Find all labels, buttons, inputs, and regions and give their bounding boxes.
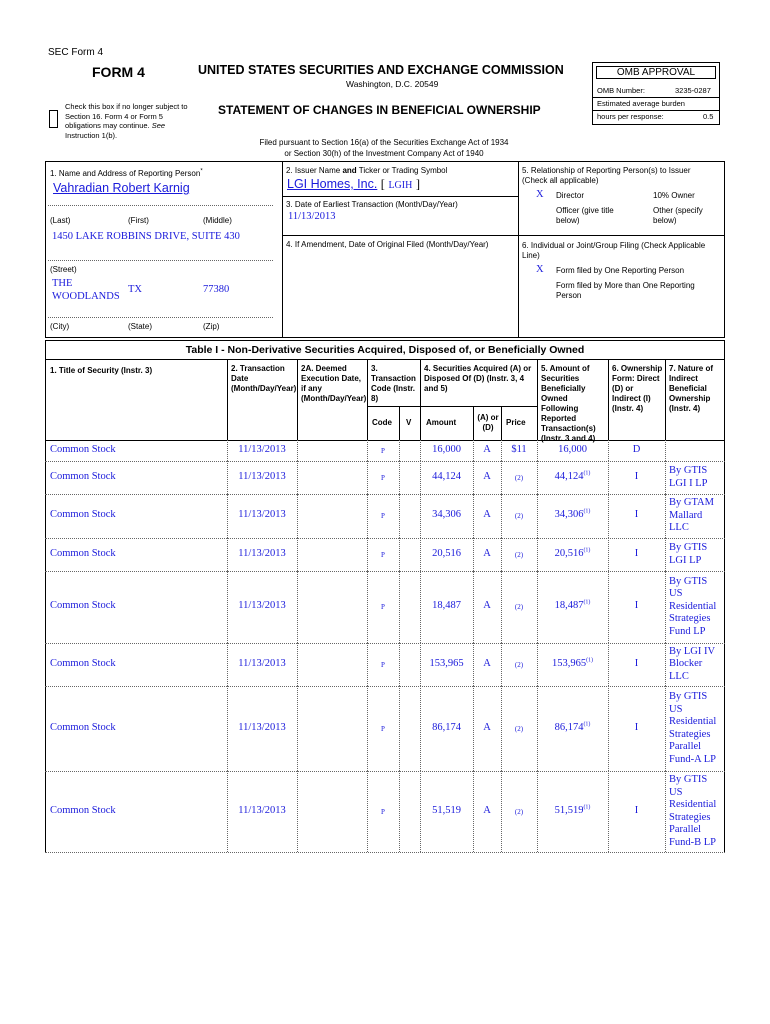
price-footnote: (2) [514,550,524,559]
state-label: (State) [128,322,153,331]
other-label: Other (specify below) [653,206,703,225]
transaction-date: 11/13/2013 [238,443,286,455]
column-divider [297,771,298,852]
col3-header: 3. Transaction Code (Instr. 8) [371,364,416,403]
acquired-disposed: A [483,657,491,669]
box1-label: 1. Name and Address of Reporting Person* [50,168,203,178]
owned-footnote: (1) [583,508,591,515]
ownership-form: I [634,470,639,482]
price-footnote: (2) [514,473,524,482]
price-footnote: (2) [514,807,524,816]
city-value: THE WOODLANDS [52,278,120,302]
ownership-form: I [634,657,639,669]
security-title: Common Stock [50,443,116,455]
owned-following: 20,516$^{(1)}$ [554,547,591,559]
owned-footnote: (1) [583,721,591,727]
box4-label: 4. If Amendment, Date of Original Filed (Month/Day/Year) [286,240,489,249]
transaction-date: 11/13/2013 [238,509,286,520]
price-subheader: Price [506,418,526,427]
column-divider [399,571,400,643]
column-divider [665,686,666,771]
city-label: (City) [50,322,70,331]
nature-of-ownership: By LGI IV Blocker LLC [669,645,716,682]
reporting-person-name-link[interactable]: Vahradian Robert Karnig [53,181,190,195]
omb-number-value: 3235-0287 [675,86,711,95]
column-divider [665,494,666,538]
earliest-transaction-date: 11/13/2013 [288,211,336,222]
col1-header: 1. Title of Security (Instr. 3) [50,366,153,375]
owned-following: 16,000 [558,443,587,455]
issuer-name-link[interactable]: LGI Homes, Inc. [287,177,378,191]
director-label: Director [556,191,585,200]
transaction-code: P [381,550,385,559]
sec-address: Washington, D.C. 20549 [346,79,439,89]
price-footnote: (2) [514,660,524,669]
owned-footnote: (1) [583,547,591,553]
price-footnote: (2) [514,512,524,520]
owned-footnote: (1) [583,804,591,810]
officer-label: Officer (give title below) [556,206,614,225]
box2-label: 2. Issuer Name and Ticker or Trading Symbol [286,166,448,175]
col2-header: 2. Transaction Date (Month/Day/Year) [231,364,297,393]
ownership-form: I [634,509,639,520]
transaction-code: P [381,603,385,611]
column-divider [399,643,400,686]
one-person-mark: X [536,264,544,275]
price-footnote: (2) [514,724,524,733]
column-divider [665,771,666,852]
column-divider [399,686,400,771]
col7-header: 7. Nature of Indirect Beneficial Ownership (Instr. 4) [669,364,714,413]
middle-label: (Middle) [203,216,232,225]
owned-following: 86,174$^{(1)}$ [554,721,591,733]
street-value: 1450 LAKE ROBBINS DRIVE, SUITE 430 [52,231,240,242]
owned-following: 51,519$^{(1)}$ [554,804,591,816]
transaction-code: P [381,512,385,520]
column-divider [399,494,400,538]
amount-value: 16,000 [432,443,461,455]
zip-value: 77380 [203,284,230,295]
ownership-form: I [634,804,639,816]
issuer-line: LGI Homes, Inc. [ LGIH ] [287,177,420,191]
sec-title: UNITED STATES SECURITIES AND EXCHANGE COMMISSION [198,63,564,77]
nature-of-ownership: By GTAM Mallard LLC [669,497,714,534]
one-person-label: Form filed by One Reporting Person [556,266,685,275]
security-title: Common Stock [50,721,116,733]
omb-hours-label: hours per response: [597,112,664,121]
amount-value: 86,174 [432,721,461,733]
col4-header: 4. Securities Acquired (A) or Disposed Of (D) (Instr. 3, 4 and 5) [424,364,532,393]
ownership-form: D [632,443,641,455]
omb-hours-value: 0.5 [703,112,714,121]
amount-value: 44,124 [432,470,461,482]
owned-following: 153,965$^{(1)}$ [551,657,594,669]
checkbox-instructions: Check this box if no longer subject to Section 16. Form 4 or Form 5 obligations may continue. See Instruction 1(b). [65,102,188,140]
zip-label: (Zip) [203,322,220,331]
column-divider [665,643,666,686]
column-divider [665,440,666,461]
transaction-date: 11/13/2013 [238,804,286,816]
omb-burden-label: Estimated average burden [597,99,685,108]
first-label: (First) [128,216,149,225]
acquired-disposed: A [483,600,491,611]
nature-of-ownership: By GTIS US Residential Strategies Fund LP [669,575,717,637]
security-title: Common Stock [50,470,116,482]
column-divider [665,571,666,643]
transaction-code: P [381,473,385,482]
last-label: (Last) [50,216,71,225]
acquired-disposed: A [483,470,491,482]
transaction-code: P [381,724,385,733]
owned-footnote: (1) [586,657,594,663]
owned-footnote: (1) [583,470,591,476]
acquired-disposed: A [483,721,491,733]
box5-label: 5. Relationship of Reporting Person(s) to Issuer (Check all applicable) [522,166,691,185]
price-footnote: (2) [514,603,524,611]
amount-value: 51,519 [432,804,461,816]
acquired-disposed: A [483,509,491,520]
security-title: Common Stock [50,600,116,611]
omb-number-label: OMB Number: [597,86,645,95]
transaction-code: P [381,446,385,455]
more-person-label: Form filed by More than One Reporting Person [556,281,695,300]
director-mark: X [536,189,544,200]
transaction-date: 11/13/2013 [238,547,286,559]
security-title: Common Stock [50,804,116,816]
column-divider [297,571,298,643]
column-divider [399,461,400,494]
amount-value: 153,965 [429,657,464,669]
box6-label: 6. Individual or Joint/Group Filing (Check Applicable Line) [522,241,706,260]
ownership-form: I [634,547,639,559]
ownership-form: I [634,600,639,611]
transaction-date: 11/13/2013 [238,657,286,669]
column-divider [665,538,666,571]
security-title: Common Stock [50,509,116,520]
nature-of-ownership: By GTIS US Residential Strategies Parallel Fund-B LP [669,774,717,848]
column-divider [399,771,400,852]
transaction-date: 11/13/2013 [238,721,286,733]
filed-pursuant-text: Filed pursuant to Section 16(a) of the Securities Exchange Act of 1934 or Section 30(h) of the Investment Company Act of 1940 [259,138,509,158]
security-title: Common Stock [50,657,116,669]
column-divider [297,538,298,571]
transaction-code: P [381,660,385,669]
no-longer-subject-checkbox[interactable] [49,110,58,128]
column-divider [297,461,298,494]
transaction-code: P [381,807,385,816]
code-subheader: Code [372,418,392,427]
col2a-header: 2A. Deemed Execution Date, if any (Month/Day/Year) [301,364,367,403]
table-title: Table I - Non-Derivative Securities Acquired, Disposed of, or Beneficially Owned [185,344,585,356]
state-value: TX [128,284,142,295]
row-divider [45,852,725,853]
v-subheader: V [406,418,412,427]
ownership-form: I [634,721,639,733]
amount-subheader: Amount [426,418,457,427]
security-title: Common Stock [50,547,116,559]
ticker-symbol: LGIH [388,180,413,191]
column-divider [399,440,400,461]
owned-following: 18,487$^{(1)}$ [554,599,591,611]
transaction-date: 11/13/2013 [238,470,286,482]
aord-subheader: (A) or (D) [477,413,499,432]
nature-of-ownership: By GTIS LGI LP [669,542,708,566]
statement-title: STATEMENT OF CHANGES IN BENEFICIAL OWNERSHIP [218,103,541,117]
nature-of-ownership: By GTIS LGI I LP [669,465,708,489]
amount-value: 18,487 [432,600,461,611]
acquired-disposed: A [483,547,491,559]
column-divider [399,538,400,571]
amount-value: 34,306 [432,509,461,520]
col5-header: 5. Amount of Securities Beneficially Owned Following Reported Transaction(s) (Instr. 3 and 4) [541,364,596,443]
acquired-disposed: A [483,804,491,816]
column-divider [297,643,298,686]
column-divider [297,494,298,538]
box3-label: 3. Date of Earliest Transaction (Month/Day/Year) [286,200,458,209]
price-value: $11 [511,443,527,455]
col6-header: 6. Ownership Form: Direct (D) or Indirect (I) (Instr. 4) [612,364,663,413]
acquired-disposed: A [483,443,491,455]
column-divider [297,686,298,771]
omb-approval-title: OMB APPROVAL [596,66,716,79]
ten-pct-owner-label: 10% Owner [653,191,695,200]
owned-following: 44,124$^{(1)}$ [554,470,591,482]
column-divider [665,461,666,494]
transaction-date: 11/13/2013 [238,600,286,611]
column-divider [297,440,298,461]
owned-footnote: (1) [583,599,591,606]
owned-following: 34,306$^{(1)}$ [554,508,591,520]
nature-of-ownership: By GTIS US Residential Strategies Parallel Fund-A LP [669,691,717,765]
street-label: (Street) [50,265,77,274]
amount-value: 20,516 [432,547,461,559]
form-title: FORM 4 [92,64,145,80]
form-label-small: SEC Form 4 [48,47,104,58]
